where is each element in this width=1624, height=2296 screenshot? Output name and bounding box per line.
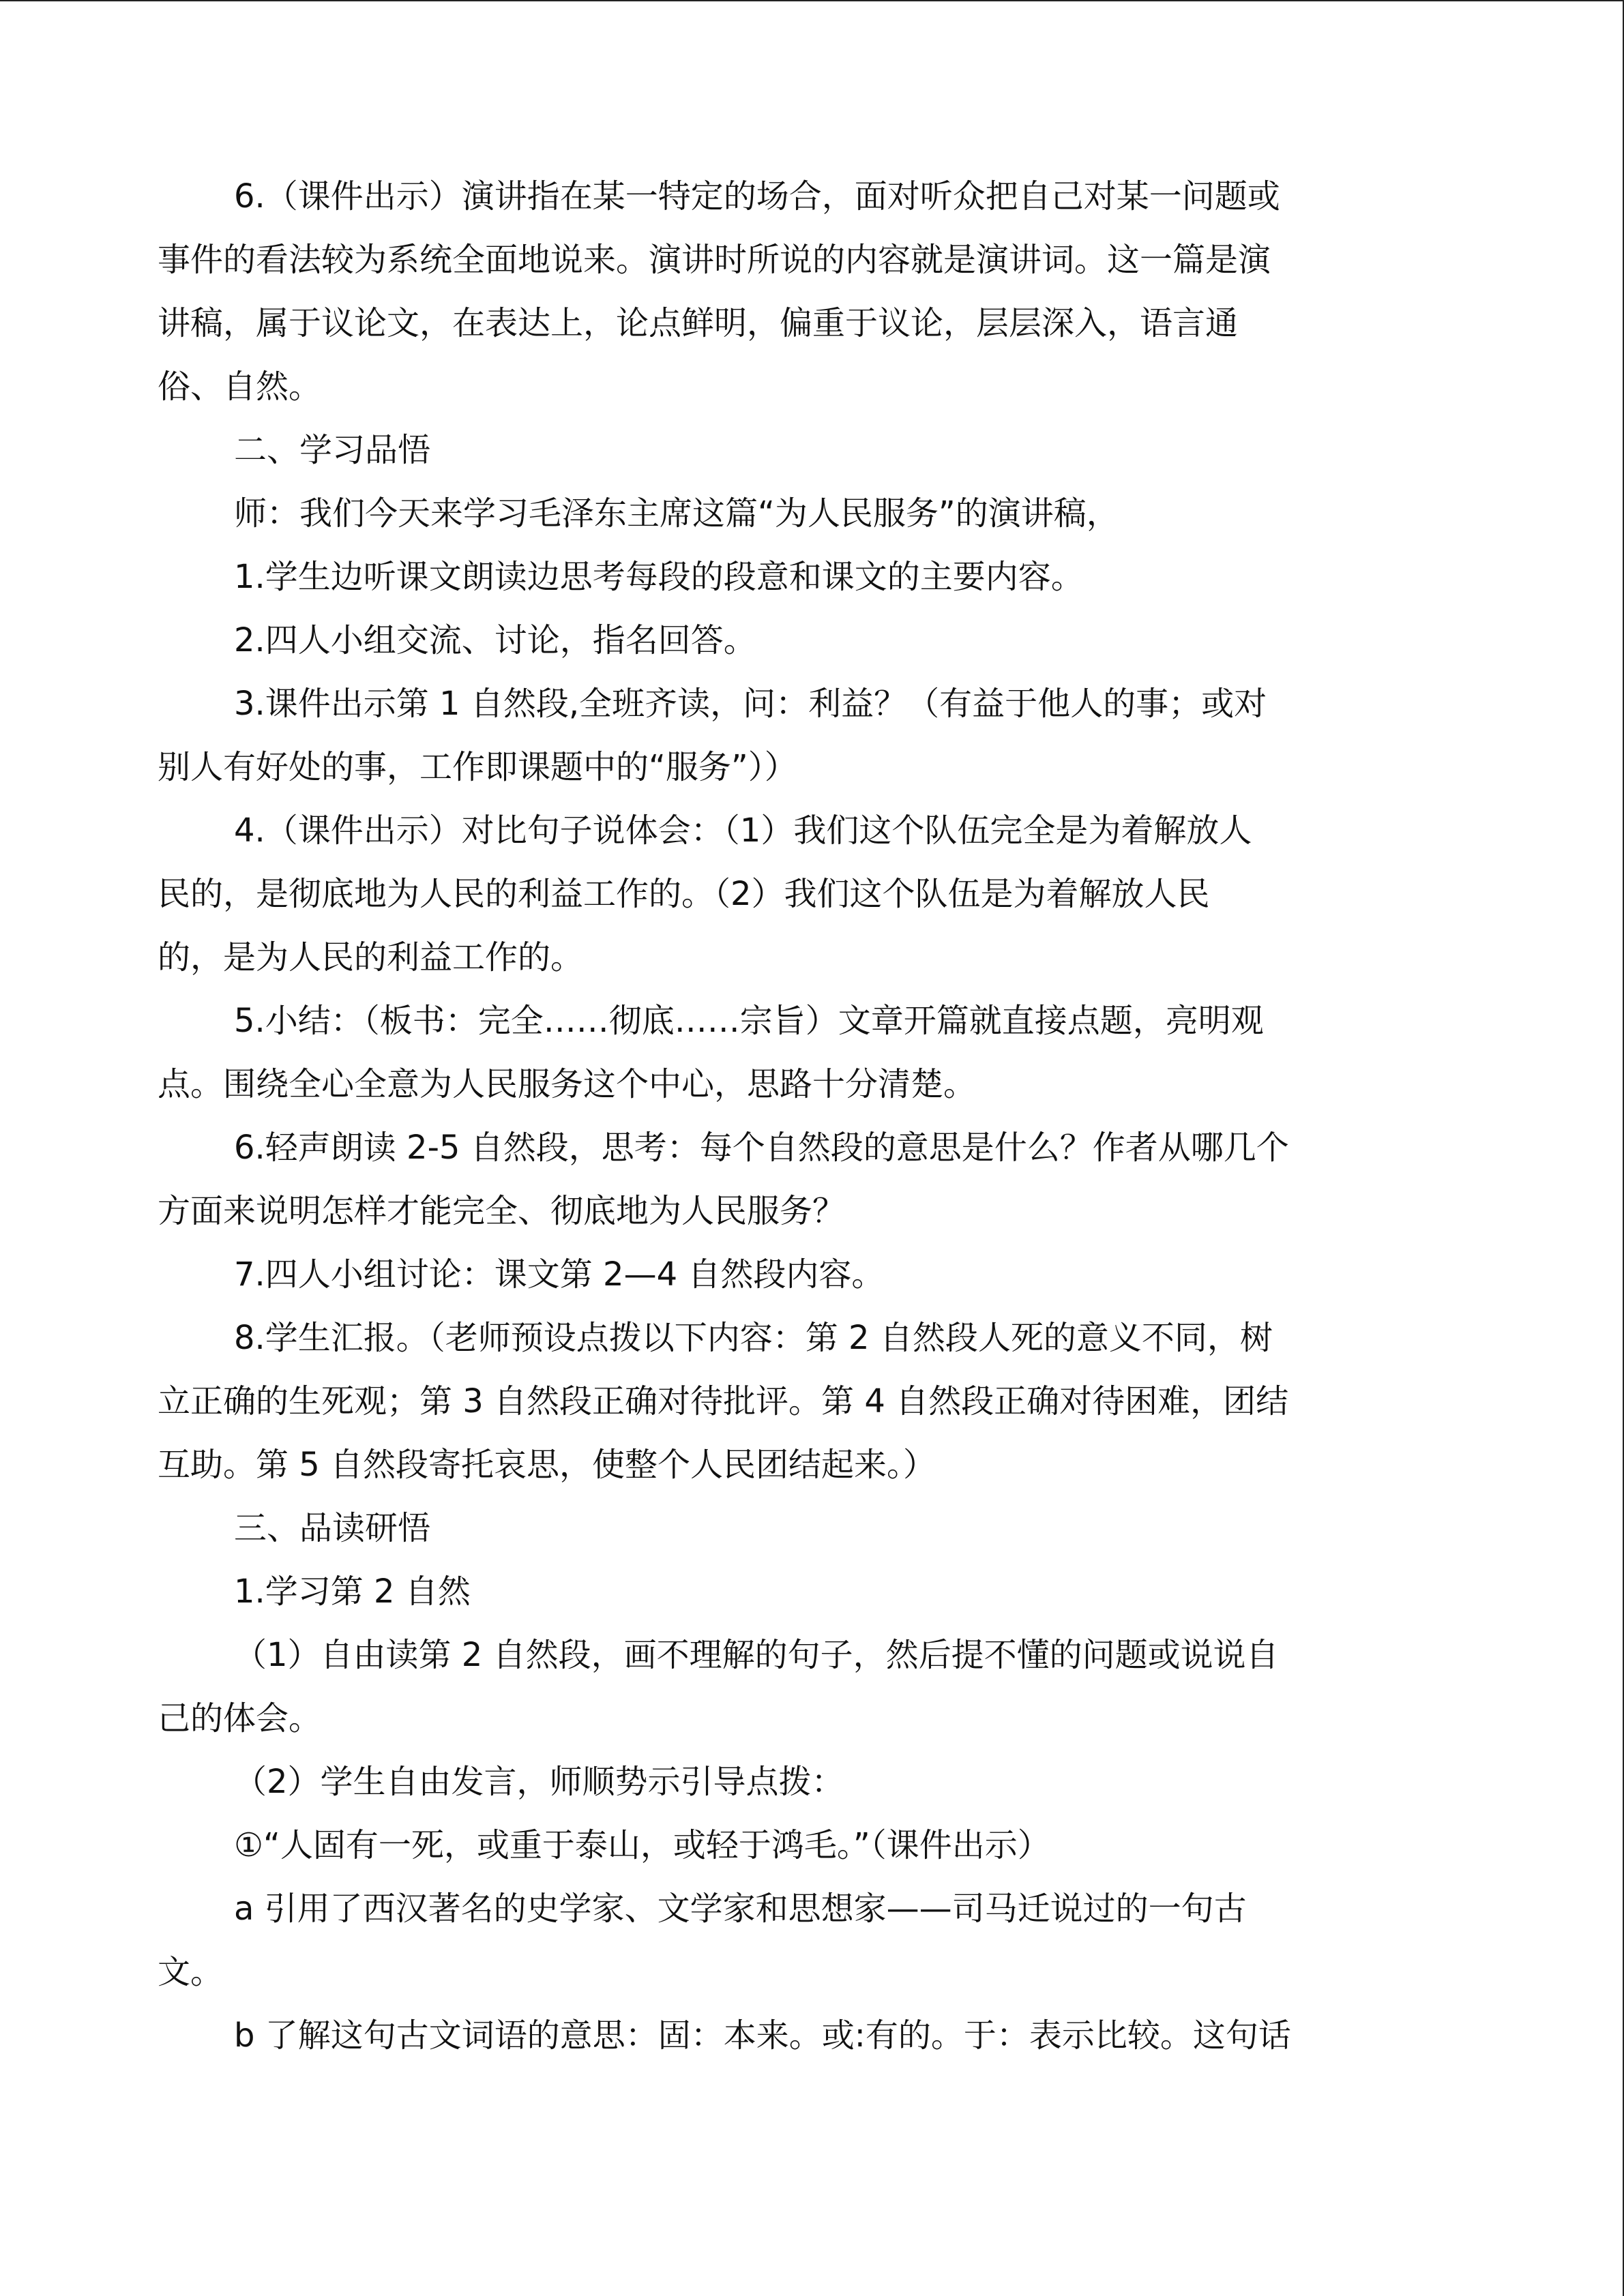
paragraph-p9	[158, 1243, 1467, 1307]
paragraph-p13	[158, 1750, 1467, 1814]
text-line: 1.学习第 2 自然	[234, 1572, 471, 1611]
paragraph-p5	[158, 672, 1467, 799]
document-body	[158, 165, 1467, 2068]
text-line: a 引用了西汉著名的史学家、文学家和思想家——司马迁说过的一句古	[234, 1890, 1247, 1928]
text-line: 6.（课件出示）演讲指在某一特定的场合，面对听众把自己对某一问题或	[234, 177, 1280, 215]
paragraph-p2	[158, 482, 1467, 546]
text-line: 6.轻声朗读 2-5 自然段，思考：每个自然段的意思是什么？作者从哪几个	[234, 1129, 1289, 1167]
paragraph-p6	[158, 799, 1467, 989]
text-line: 的，是为人民的利益工作的。	[158, 938, 584, 976]
text-line: 事件的看法较为系统全面地说来。演讲时所说的内容就是演讲词。这一篇是演	[158, 241, 1271, 279]
section-heading-reading	[158, 1497, 1467, 1560]
paragraph-p4	[158, 609, 1467, 672]
paragraph-p8	[158, 1116, 1467, 1243]
paragraph-p10	[158, 1307, 1467, 1497]
section-heading-learning	[158, 419, 1467, 482]
text-line: 师：我们今天来学习毛泽东主席这篇“为人民服务”的演讲稿，	[234, 494, 1119, 533]
text-line: 互助。第 5 自然段寄托哀思，使整个人民团结起来。）	[158, 1446, 936, 1484]
text-line: 立正确的生死观；第 3 自然段正确对待批评。第 4 自然段正确对待困难，团结	[158, 1382, 1289, 1420]
text-line: 方面来说明怎样才能完全、彻底地为人民服务？	[158, 1192, 846, 1230]
text-line: 7.四人小组讨论：课文第 2—4 自然段内容。	[234, 1255, 885, 1294]
text-line: 点。围绕全心全意为人民服务这个中心，思路十分清楚。	[158, 1065, 977, 1103]
paragraph-p1	[158, 165, 1467, 419]
text-line: （1）自由读第 2 自然段，画不理解的句子，然后提不懂的问题或说说自	[234, 1636, 1279, 1674]
paragraph-p3	[158, 546, 1467, 609]
text-line: 3.课件出示第 1 自然段,全班齐读，问：利益？（有益于他人的事；或对	[234, 685, 1267, 723]
text-line: b 了解这句古文词语的意思：固：本来。或:有的。于：表示比较。这句话	[234, 2016, 1291, 2055]
text-line: （2）学生自由发言，师顺势示引导点拨：	[234, 1763, 844, 1801]
text-line: 民的，是彻底地为人民的利益工作的。（2）我们这个队伍是为着解放人民	[158, 875, 1210, 913]
text-line: 三、品读研悟	[234, 1509, 431, 1547]
paragraph-p16	[158, 2004, 1467, 2068]
text-line: 8.学生汇报。（老师预设点拨以下内容：第 2 自然段人死的意义不同，树	[234, 1319, 1273, 1357]
text-line: 1.学生边听课文朗读边思考每段的段意和课文的主要内容。	[234, 558, 1084, 596]
text-line: 2.四人小组交流、讨论，指名回答。	[234, 621, 756, 659]
text-line: 二、学习品悟	[234, 431, 431, 469]
text-line: 俗、自然。	[158, 368, 322, 406]
text-line: ①“人固有一死，或重于泰山，或轻于鸿毛。”（课件出示）	[234, 1826, 1050, 1864]
text-line: 己的体会。	[158, 1699, 322, 1738]
text-line: 5.小结：（板书：完全……彻底……宗旨）文章开篇就直接点题，亮明观	[234, 1002, 1264, 1040]
paragraph-p7	[158, 989, 1467, 1116]
paragraph-p14	[158, 1814, 1467, 1877]
paragraph-p11	[158, 1560, 1467, 1624]
text-line: 别人有好处的事，工作即课题中的“服务”））	[158, 748, 797, 786]
paragraph-p15	[158, 1877, 1467, 2004]
text-line: 讲稿，属于议论文，在表达上，论点鲜明，偏重于议论，层层深入，语言通	[158, 304, 1239, 342]
paragraph-p12	[158, 1624, 1467, 1750]
text-line: 文。	[158, 1953, 224, 1991]
text-line: 4.（课件出示）对比句子说体会：（1）我们这个队伍完全是为着解放人	[234, 811, 1252, 850]
